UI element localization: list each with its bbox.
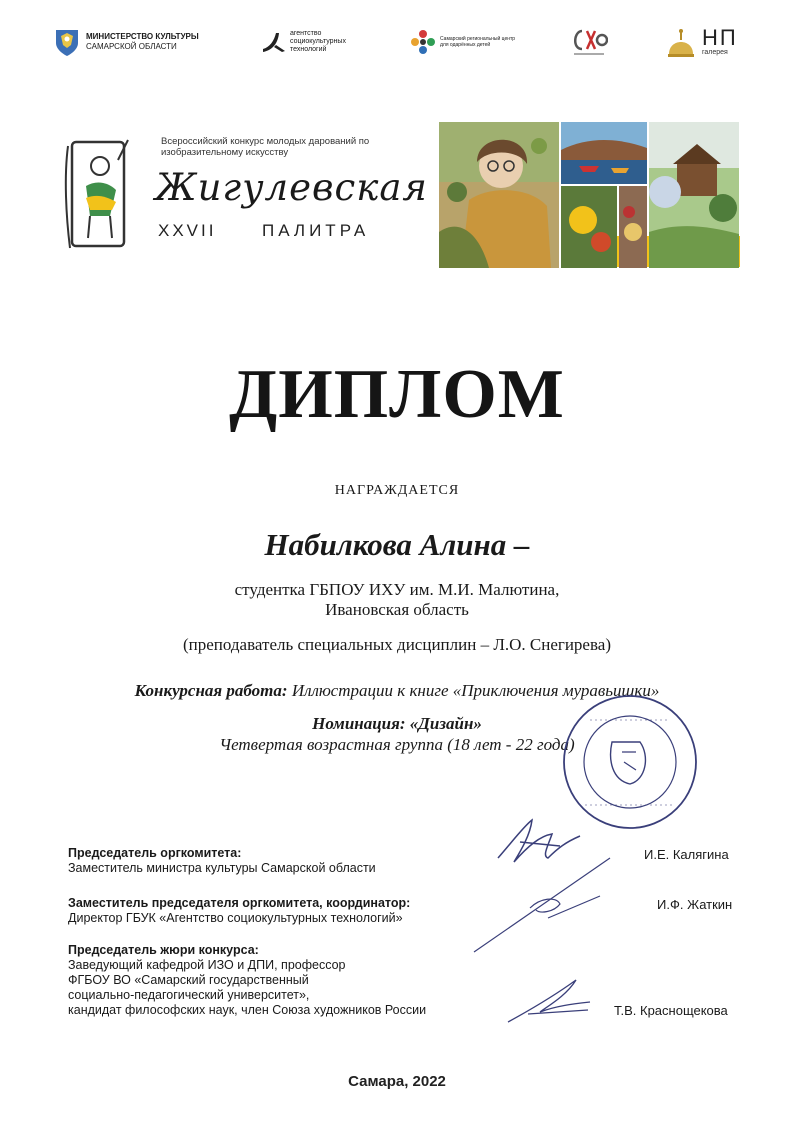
lake-painting [561,122,647,184]
signature-block-3 [68,943,426,1018]
signature-heading: Заместитель председателя оргкомитета, координатор: [68,896,411,910]
agency-logo-line2: социокультурных [290,38,346,45]
signature-role: Заведующий кафедрой ИЗО и ДПИ, профессор [68,958,346,972]
signature-heading: Председатель оргкомитета: [68,846,242,860]
signature-role: социально-педагогический университет», [68,988,310,1002]
signature-role: Директор ГБУК «Агентство социокультурных технологий» [68,911,403,925]
competition-work [0,681,794,701]
np-gallery-logo [666,22,738,62]
handwritten-signature-3 [508,980,590,1022]
recipient-line1: студентка ГБПОУ ИХУ им. М.И. Малютина, [234,580,560,599]
recipient-name: Набилкова Алина – [264,527,530,562]
flower-icon [410,29,436,55]
agency-logo [262,22,346,62]
np-gallery-sub: галерея [702,49,728,56]
signature-name-2: И.Ф. Жаткин [657,897,733,912]
work-label: Конкурсная работа: [134,681,288,700]
agency-swoosh-icon [262,31,286,53]
cxo-logo [570,22,608,62]
regional-center-logo [410,22,518,62]
signature-role: ФГБОУ ВО «Самарский государственный [68,973,309,987]
coat-of-arms-icon [54,27,80,57]
agency-logo-line3: технологий [290,46,327,53]
signature-name-1: И.Е. Калягина [644,847,729,862]
signature-block-1 [68,846,376,876]
contest-number: XXVII [158,221,217,240]
contest-subtitle: Всероссийский конкурс молодых дарований по изобразительному искусству [161,136,370,158]
nomination: Номинация: «Дизайн» [312,714,482,733]
city-year: Самара, 2022 [348,1073,446,1090]
handwritten-signature-2 [474,858,610,952]
signature-block-2 [68,896,410,926]
recipient-line2: Ивановская область [325,600,469,619]
cxo-emblem-icon [570,27,608,57]
awarded-label: НАГРАЖДАЕТСЯ [334,483,460,498]
signature-role: кандидат философских наук, член Союза художников России [68,1003,427,1017]
contest-script-name: Жигулевская [155,166,428,209]
teacher-line: (преподаватель специальных дисциплин – Л.О. Снегирева) [183,635,611,654]
ministry-logo-line1: МИНИСТЕРСТВО КУЛЬТУРЫ [86,32,199,41]
agency-logo-line1: агентство [290,30,322,37]
handwritten-signature-1 [498,820,580,862]
golden-dome-icon [666,26,696,58]
np-gallery-label: НП [702,25,738,50]
contest-emblem-icon [62,136,132,254]
ministry-logo-line2: САМАРСКОЙ ОБЛАСТИ [86,42,177,51]
signature-name-3: Т.В. Краснощекова [614,1003,728,1018]
painting-collage [439,122,739,268]
regional-center-logo-text: Самарский региональный центр для одарённых детей [440,36,516,48]
diploma-title: ДИПЛОМ [229,356,565,433]
village-painting [649,122,739,268]
contest-palette: ПАЛИТРА [262,221,370,240]
signature-role: Заместитель министра культуры Самарской области [68,861,376,875]
age-group: Четвертая возрастная группа (18 лет - 22 года) [219,735,575,754]
still-life-painting [561,186,647,268]
portrait-painting [439,122,559,268]
ministry-logo [54,22,199,62]
work-value: Иллюстрации к книге «Приключения муравьишки» [287,681,660,700]
signature-heading: Председатель жюри конкурса: [68,943,259,957]
